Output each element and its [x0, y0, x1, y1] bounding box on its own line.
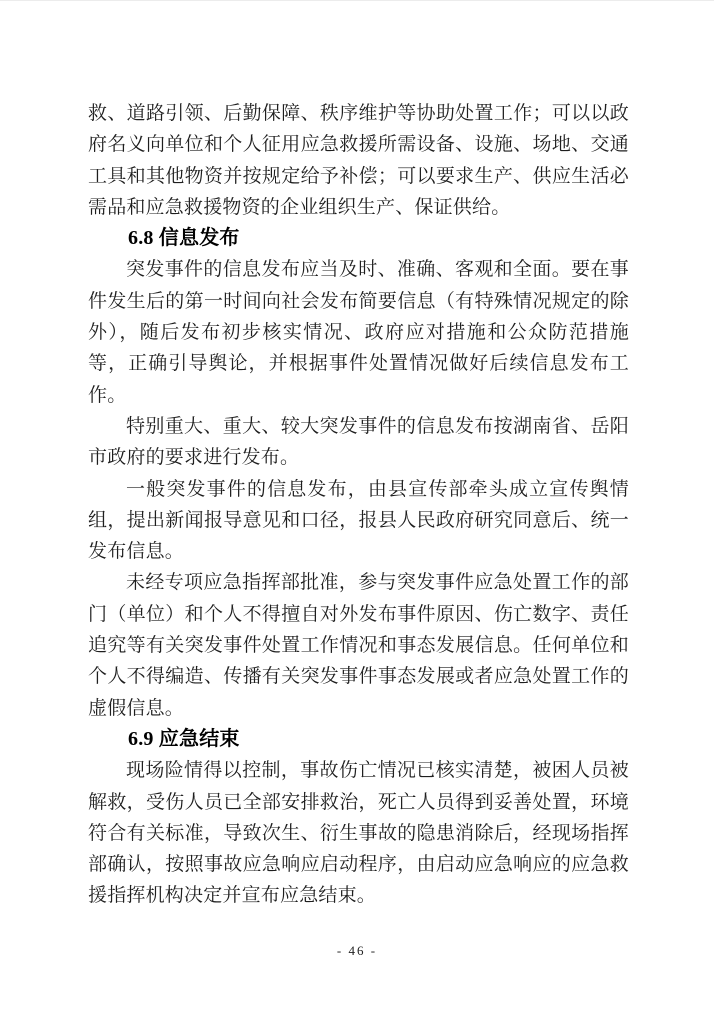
page-footer — [0, 942, 714, 960]
body-paragraph: 突发事件的信息发布应当及时、准确、客观和全面。要在事件发生后的第一时间向社会发布简要信息（有特殊情况规定的除外），随后发布初步核实情况、政府应对措施和公众防范措施等，正确引导舆论，并根据事件处置情况做好后续信息发布工作。 — [88, 259, 629, 406]
section-heading: 6.8 信息发布 — [128, 227, 240, 250]
body-paragraph: 现场险情得以控制，事故伤亡情况已核实清楚，被困人员被解救，受伤人员已全部安排救治，死亡人员得到妥善处置，环境符合有关标准，导致次生、衍生事故的隐患消除后，经现场指挥部确认，按照事故应急响应启动程序，由启动应急响应的应急救援指挥机构决定并宣布应急结束。 — [88, 760, 629, 907]
document-content — [88, 98, 629, 912]
body-paragraph: 特别重大、重大、较大突发事件的信息发布按湖南省、岳阳市政府的要求进行发布。 — [88, 415, 629, 469]
page-number: - 46 - — [336, 943, 378, 958]
body-paragraph: 一般突发事件的信息发布，由县宣传部牵头成立宣传舆情组，提出新闻报导意见和口径，报县人民政府研究同意后、统一发布信息。 — [88, 478, 629, 563]
body-paragraph-continuation: 救、道路引领、后勤保障、秩序维护等协助处置工作；可以以政府名义向单位和个人征用应急救援所需设备、设施、场地、交通工具和其他物资并按规定给予补偿；可以要求生产、供应生活必需品和应急救援物资的企业组织生产、保证供给。 — [88, 103, 629, 218]
section-heading: 6.9 应急结束 — [128, 727, 240, 750]
body-paragraph: 未经专项应急指挥部批准，参与突发事件应急处置工作的部门（单位）和个人不得擅自对外发布事件原因、伤亡数字、责任追究等有关突发事件处置工作情况和事态发展信息。任何单位和个人不得编造、传播有关突发事件事态发展或者应急处置工作的虚假信息。 — [88, 572, 629, 719]
